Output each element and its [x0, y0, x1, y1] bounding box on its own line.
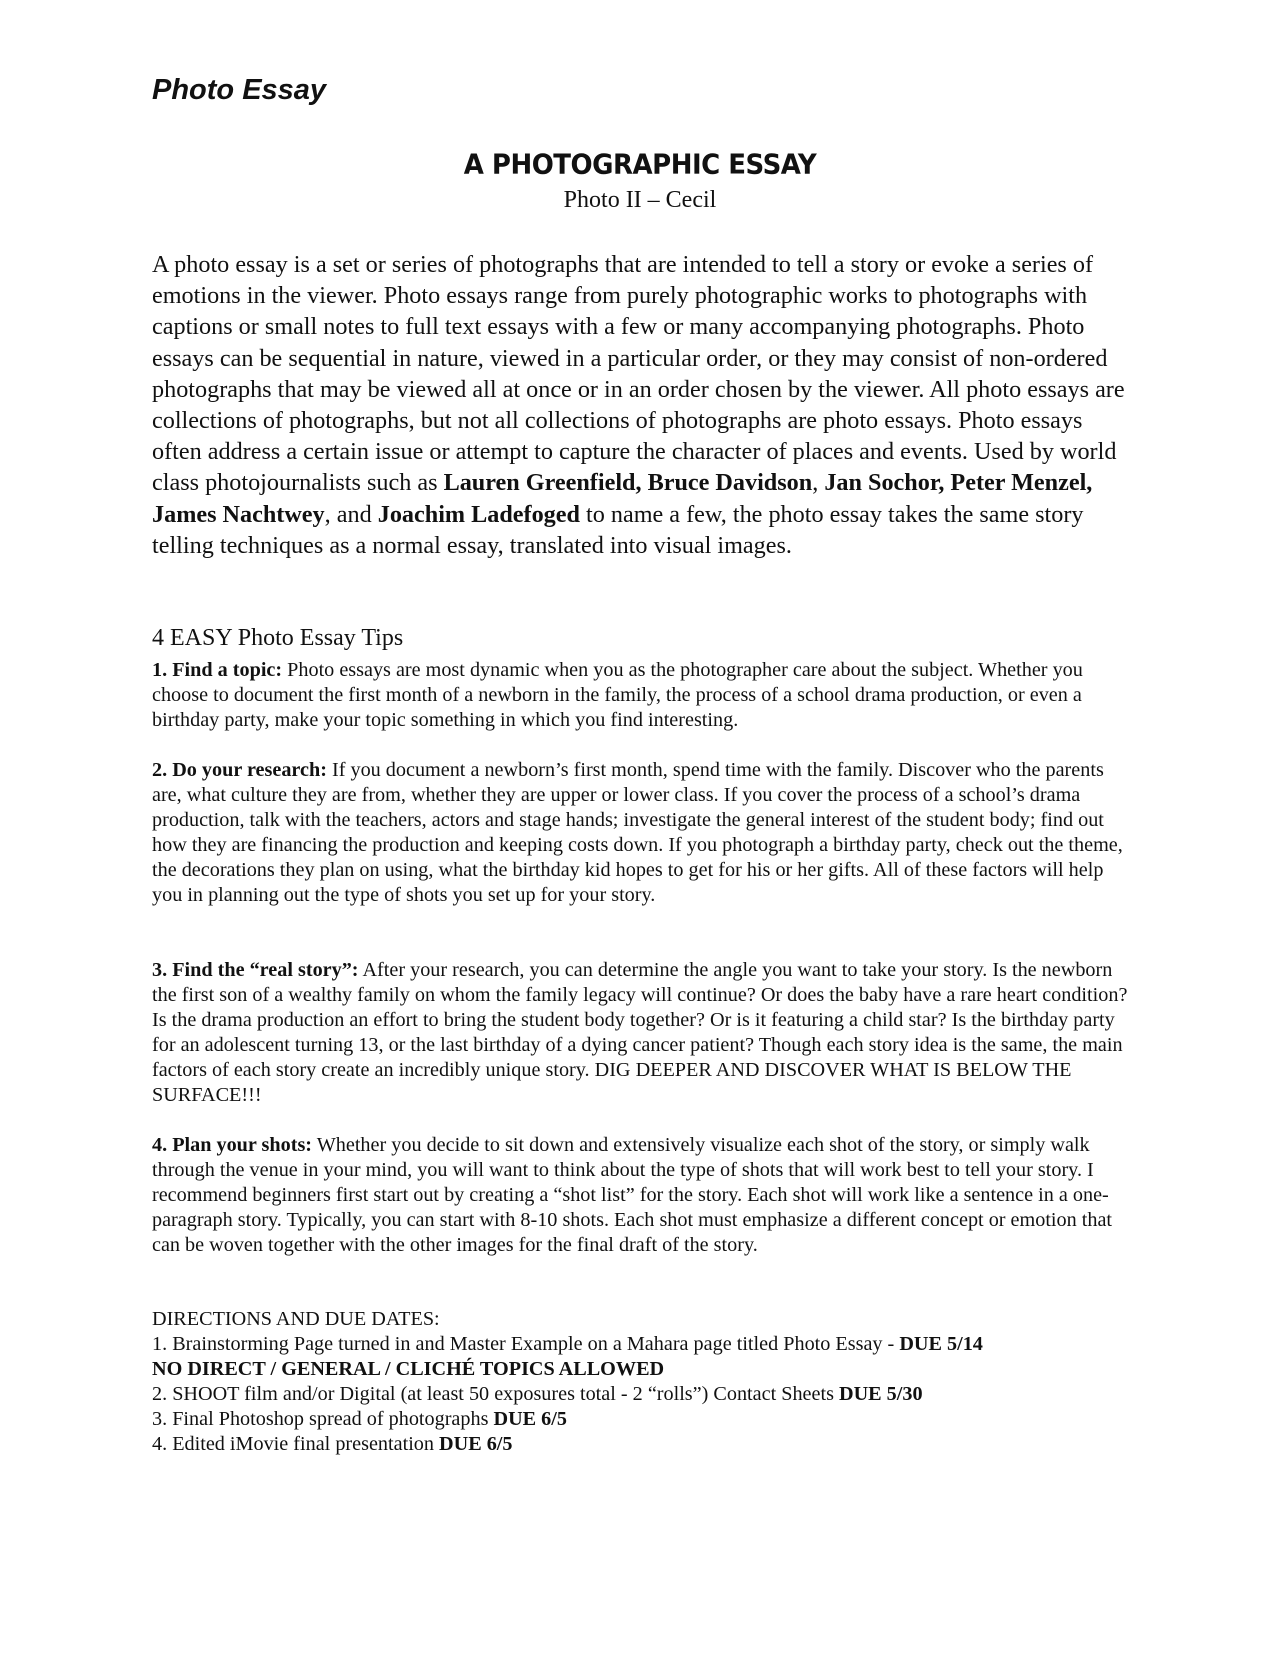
direction-text: 2. SHOOT film and/or Digital (at least 50 exposures total - 2 “rolls”) Contact Sheets [152, 1383, 839, 1405]
tip-label: 3. Find the “real story”: [152, 959, 359, 981]
tip-paragraph [152, 758, 1137, 908]
tip-paragraph [152, 658, 1137, 733]
photographer-names: Jan Sochor, Peter Menzel, James Nachtwey [152, 469, 1093, 528]
tips-heading: 4 EASY Photo Essay Tips [152, 625, 404, 651]
directions-section [152, 1307, 1137, 1457]
direction-item [152, 1332, 1137, 1357]
tip-paragraph [152, 1133, 1137, 1258]
direction-item [152, 1432, 1137, 1457]
intro-text: to name a few, the photo essay takes the same story telling techniques as a normal essay, translated into visual images. [152, 500, 1084, 559]
tip-label: 1. Find a topic: [152, 659, 283, 681]
direction-text: 3. Final Photoshop spread of photographs [152, 1408, 494, 1430]
document-subtitle: Photo II – Cecil [563, 187, 717, 213]
tip-text: Whether you decide to sit down and extensively visualize each shot of the story, or simply walk through the venue in your mind, you will want to think about the type of shots that will work best to tell your story. I recommend beginners first start out by creating a “shot list” for the story. Each shot will work like a sentence in a one-paragraph story. Typically, you can start with 8-10 shots. Each shot must emphasize a different concept or emotion that can be woven together with the other images for the final draft of the story. [152, 1134, 1113, 1256]
header-title: Photo Essay [152, 74, 327, 106]
tip-label: 4. Plan your shots: [152, 1134, 313, 1156]
intro-separator: , and [324, 500, 378, 528]
direction-item [152, 1357, 1137, 1382]
tip-label: 2. Do your research: [152, 759, 327, 781]
tip-paragraph [152, 958, 1137, 1108]
document-title: A PHOTOGRAPHIC ESSAY [463, 149, 817, 181]
direction-text: 1. Brainstorming Page turned in and Master Example on a Mahara page titled Photo Essay - [152, 1333, 900, 1355]
photographer-names: Lauren Greenfield, Bruce Davidson [443, 469, 813, 497]
intro-separator: , [812, 469, 825, 497]
direction-text: 4. Edited iMovie final presentation [152, 1433, 440, 1455]
directions-heading: DIRECTIONS AND DUE DATES: [152, 1308, 440, 1330]
tip-text: If you document a newborn’s first month, spend time with the family. Discover who the parents are, what culture they are from, whether they are upper or lower class. If you cover the process of a school’s drama production, talk with the teachers, actors and stage hands; investigate the general interest of the student body; find out how they are financing the production and keeping costs down. If you photograph a birthday party, check out the theme, the decorations they plan on using, what the birthday kid hopes to get for his or her gifts. All of these factors will help you in planning out the type of shots you set up for your story. [152, 759, 1123, 906]
tip-text: After your research, you can determine the angle you want to take your story. Is the newborn the first son of a wealthy family on whom the family legacy will continue? Or does the baby have a rare heart condition? Is the drama production an effort to bring the student body together? Or is it featuring a child star? Is the birthday party for an adolescent turning 13, or the last birthday of a dying cancer patient? Though each story idea is the same, the main factors of each story create an incredibly unique story. DIG DEEPER AND DISCOVER WHAT IS BELOW THE SURFACE!!! [152, 959, 1128, 1106]
tip-text: Photo essays are most dynamic when you as the photographer care about the subject. Whether you choose to document the first month of a newborn in the family, the process of a school drama production, or even a birthday party, make your topic something in which you find interesting. [152, 659, 1083, 731]
restriction-note: NO DIRECT / GENERAL / CLICHÉ TOPICS ALLOWED [152, 1358, 665, 1380]
due-date: DUE 6/5 [439, 1433, 513, 1455]
photographer-names: Joachim Ladefoged [377, 500, 580, 528]
due-date: DUE 6/5 [493, 1408, 567, 1430]
direction-item [152, 1407, 1137, 1432]
intro-paragraph [152, 249, 1132, 561]
direction-item [152, 1382, 1137, 1407]
due-date: DUE 5/30 [839, 1383, 923, 1405]
due-date: DUE 5/14 [899, 1333, 983, 1355]
intro-text: A photo essay is a set or series of photographs that are intended to tell a story or evoke a series of emotions in the viewer. Photo essays range from purely photographic works to photographs with captions or small notes to full text essays with a few or many accompanying photographs. Photo essays can be sequential in nature, viewed in a particular order, or they may consist of non-ordered photographs that may be viewed all at once or in an order chosen by the viewer. All photo essays are collections of photographs, but not all collections of photographs are photo essays. Photo essays often address a certain issue or attempt to capture the character of places and events. Used by world class photojournalists such as [152, 251, 1125, 497]
